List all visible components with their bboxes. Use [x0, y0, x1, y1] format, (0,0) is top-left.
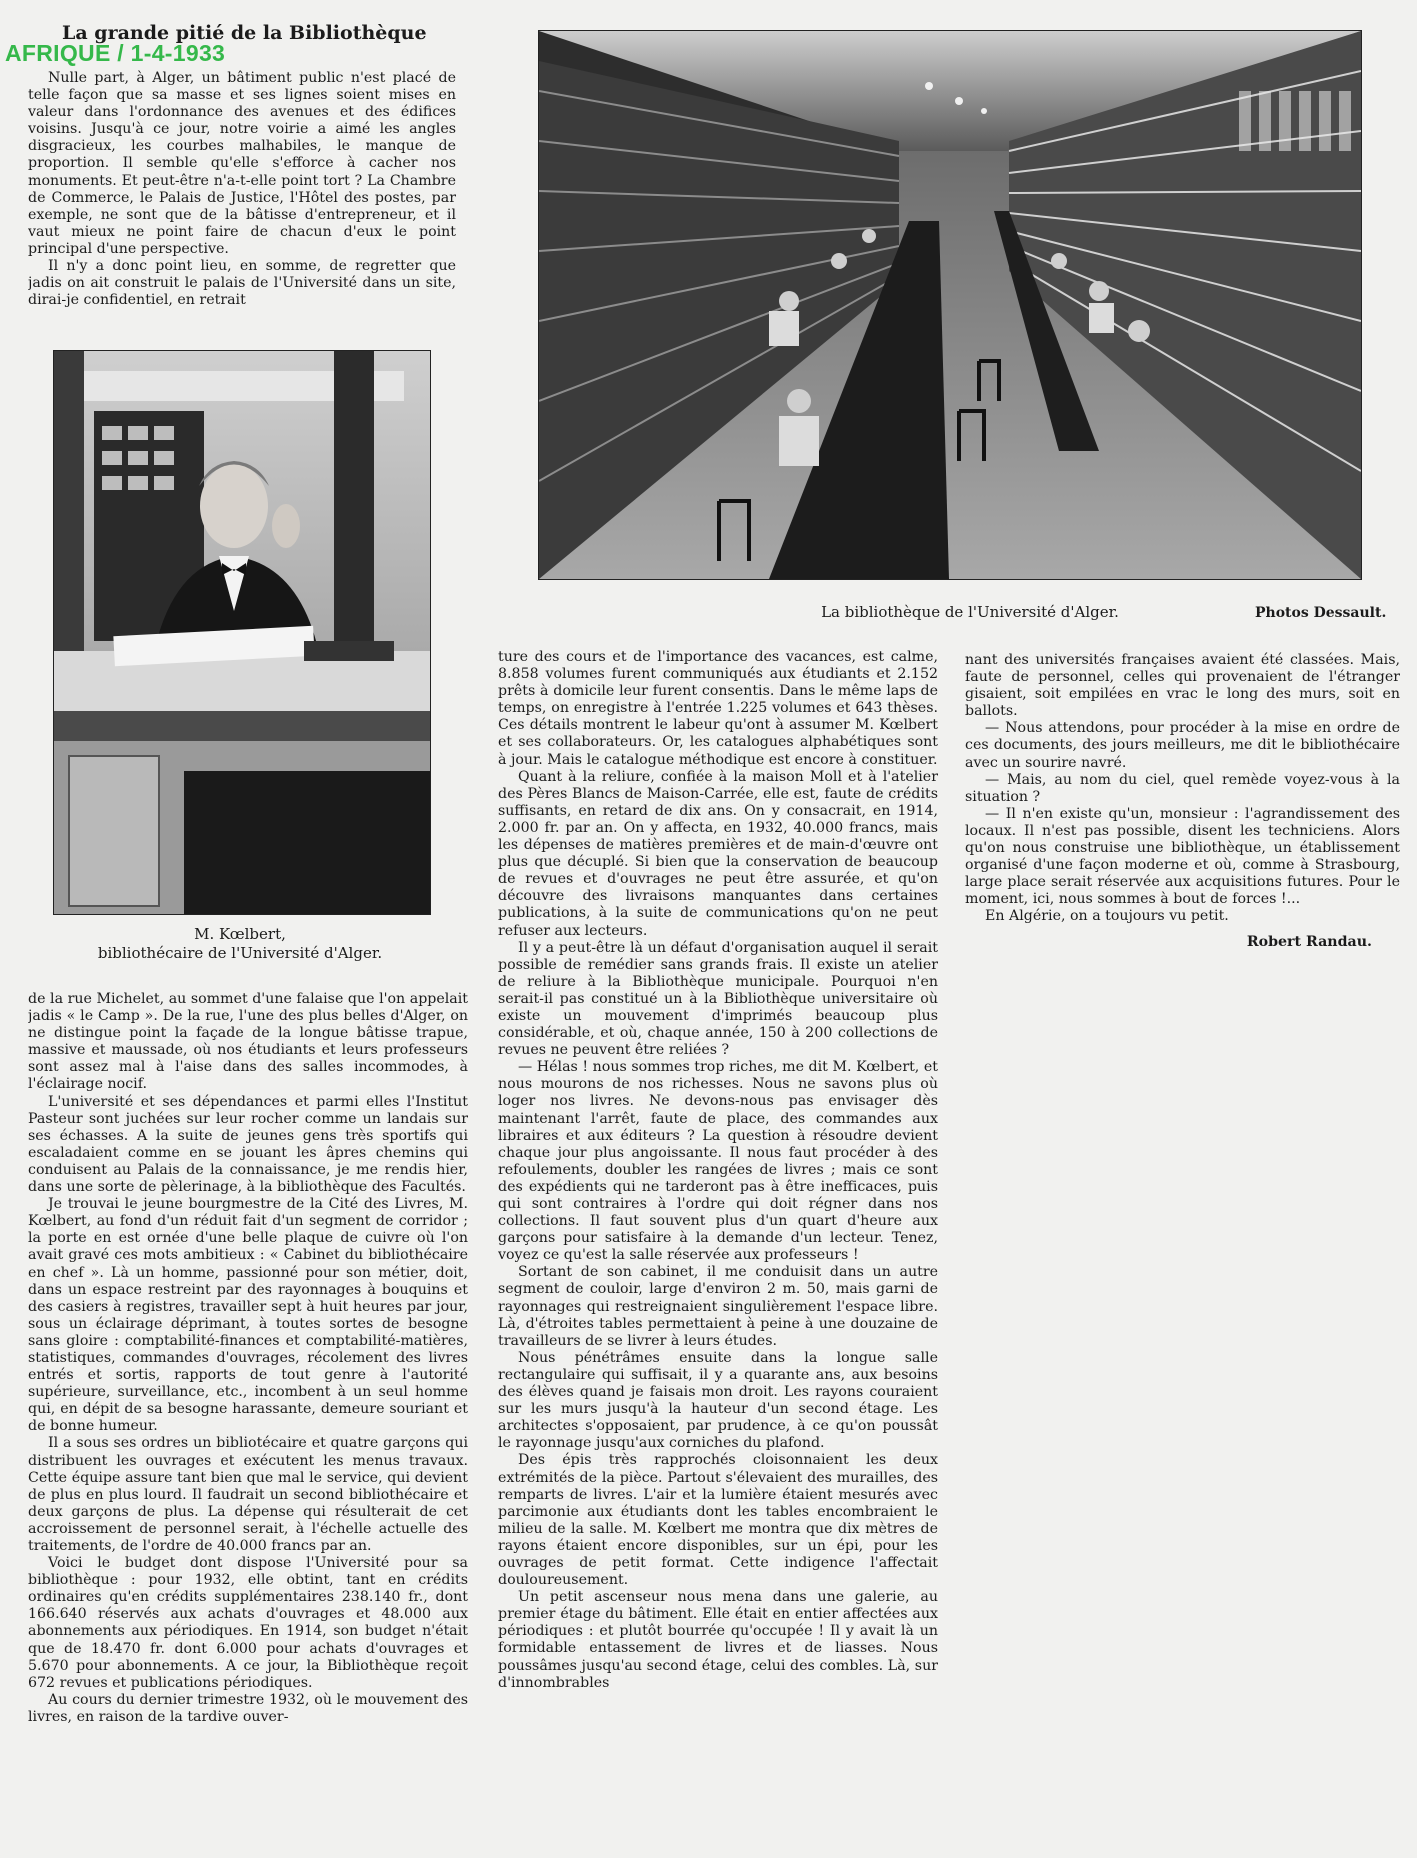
paragraph: nant des universités françaises avaient été classées. Mais, faute de personnel, celles qui provenaient de l'étranger gisaient, soit empilées en vrac le long des murs, soit en ballots.: [965, 652, 1400, 720]
portrait-caption: [40, 925, 440, 963]
portrait-photo: [53, 350, 431, 915]
paragraph: — Mais, au nom du ciel, quel remède voyez-vous à la situation ?: [965, 771, 1400, 805]
author-signature: Robert Randau.: [1246, 933, 1372, 950]
library-photo: [538, 30, 1362, 580]
column-1-top: [28, 70, 456, 332]
paragraph: de la rue Michelet, au sommet d'une falaise que l'on appelait jadis « le Camp ». De la rue, l'une des plus belles d'Alger, on ne distingue point la façade de la longue bâtisse trapue, massive et maussade, où nos étudiants et leurs professeurs sont assez mal à l'aise dans des salles incommodes, à l'éclairage nocif.: [28, 991, 468, 1093]
paragraph: L'université et ses dépendances et parmi elles l'Institut Pasteur sont juchées sur leur rocher comme un landais sur ses échasses. A la suite de jeunes gens très sportifs qui escaladaient comme en se jouant les âpres chemins qui conduisent au Palais de la connaissance, je me rendis hier, dans une sorte de pèlerinage, à la bibliothèque des Facultés.: [28, 1093, 468, 1196]
paragraph: ture des cours et de l'importance des vacances, est calme, 8.858 volumes furent communiqués aux étudiants et 2.152 prêts à domicile leur furent consentis. Dans le même laps de temps, on enregistre à l'entrée 1.225 volumes et 643 thèses. Ces détails montrent le labeur qu'ont à assumer M. Kœlbert et ses collaborateurs. Or, les catalogues alphabétiques sont à jour. Mais le catalogue méthodique est encore à constituer.: [498, 649, 938, 768]
paragraph: Des épis très rapprochés cloisonnaient les deux extrémités de la pièce. Partout s'élevaient des murailles, des remparts de livres. L'air et la lumière étaient mesurés avec parcimonie aux étudiants dont les tables encombraient le milieu de la salle. M. Kœlbert me montra que dix mètres de rayons étaient encore disponibles, sur un épi, pour les ouvrages de petit format. Cette indigence l'affectait douloureusement.: [498, 1452, 938, 1589]
paragraph: En Algérie, on a toujours vu petit.: [985, 908, 1229, 925]
paragraph: Il a sous ses ordres un bibliotécaire et quatre garçons qui distribuent les ouvrages et exécutent les menus travaux. Cette équipe assure tant bien que mal le service, qui devient de plus en plus lourd. Il faudrait un second bibliothécaire et deux garçons de plus. La dépense qui résulterait de cet accroissement de personnel serait, à l'échelle actuelle des traitements, de l'ordre de 40.000 francs par an.: [28, 1435, 468, 1554]
paragraph: Nous pénétrâmes ensuite dans la longue salle rectangulaire qui suffisait, il y a quarante ans, aux besoins des élèves quand je faisais mon droit. Les rayons couraient sur les murs jusqu'à la hauteur d'un second étage. Les architectes s'opposaient, par prudence, à ce qu'on poussât le rayonnage jusqu'aux corniches du plafond.: [498, 1349, 938, 1452]
column-2: [498, 649, 938, 1858]
paragraph: Un petit ascenseur nous mena dans une galerie, au premier étage du bâtiment. Elle était en entier affectées aux périodiques : et plutôt bourrée qu'occupée ! Il y avait là un formidable entassement de livres et de liasses. Nous poussâmes jusqu'au second étage, celui des combles. Là, sur d'innombrables: [498, 1589, 938, 1691]
photo-credit: Photos Dessault.: [1255, 605, 1387, 621]
paragraph: — Il n'en existe qu'un, monsieur : l'agrandissement des locaux. Il n'est pas possible, disent les techniciens. Alors qu'on nous construise une bibliothèque, un établissement organisé d'une façon moderne et où, comme à Strasbourg, large place serait réservée aux acquisitions futures. Pour le moment, ici, nous sommes à bout de forces !...: [965, 805, 1400, 908]
paragraph: Je trouvai le jeune bourgmestre de la Cité des Livres, M. Kœlbert, au fond d'un réduit fait d'un segment de corridor ; la porte en est ornée d'une belle plaque de cuivre où l'on avait gravé ces mots ambitieux : « Cabinet du bibliothécaire en chef ». Là un homme, passionné pour son métier, doit, dans un espace restreint par des rayonnages à bouquins et des casiers à registres, travailler sept à huit heures par jour, sous un éclairage déprimant, à toutes sortes de besogne sans gloire : comptabilité-finances et comptabilité-matières, statistiques, commandes d'ouvrages, récolement des livres entrés et sortis, rapports de tout genre à l'autorité supérieure, surveillance, etc., incombent à un seul homme qui, en dépit de sa besogne harassante, demeure souriant et de bonne humeur.: [28, 1196, 468, 1435]
paragraph: Il y a peut-être là un défaut d'organisation auquel il serait possible de remédier sans grands frais. Il existe un atelier de reliure à la Bibliothèque municipale. Pourquoi n'en serait-il pas constitué un à la Bibliothèque universitaire où existe un mouvement d'imprimés beaucoup plus considérable, et où, chaque année, 150 à 200 collections de revues ne peuvent être reliées ?: [498, 939, 938, 1059]
archive-stamp: AFRIQUE / 1-4-1933: [5, 40, 226, 66]
article-title: La grande pitié de la Bibliothèque: [62, 22, 427, 44]
paragraph: Quant à la reliure, confiée à la maison Moll et à l'atelier des Pères Blancs de Maison-Carrée, elle est, faute de crédits suffisants, en retard de dix ans. On y consacrait, en 1914, 2.000 fr. par an. On y affecta, en 1932, 40.000 francs, mais les dépenses de matières premières et de main-d'œuvre ont plus que décuplé. Si bien que la conservation de beaucoup de revues et d'ouvrages ne peut être assurée, et qu'on découvre des livraisons manquantes dans certaines publications, à la suite de communications qu'on ne peut refuser aux lecteurs.: [498, 768, 938, 939]
portrait-illustration: [54, 351, 430, 914]
paragraph: Nulle part, à Alger, un bâtiment public n'est placé de telle façon que sa masse et ses lignes soient mises en valeur dans l'ordonnance des avenues et des édifices voisins. Jusqu'à ce jour, notre voirie a aimé les angles disgracieux, les courbes malhabiles, le manque de proportion. Il semble qu'elle s'efforce à cacher nos monuments. Et peut-être n'a-t-elle point tort ? La Chambre de Commerce, le Palais de Justice, l'Hôtel des postes, par exemple, ne sont que de la bâtisse d'entrepreneur, et il vaut mieux ne point faire de chacun d'eux le point principal d'une perspective.: [28, 70, 456, 257]
portrait-caption-role: bibliothécaire de l'Université d'Alger.: [97, 944, 383, 962]
column-3: [965, 652, 1400, 972]
paragraph: — Hélas ! nous sommes trop riches, me dit M. Kœlbert, et nous mourons de nos richesses. Nous ne savons plus où loger nos livres. Ne devons-nous pas envisager dès maintenant l'arrêt, faute de place, des commandes aux libraires et aux éditeurs ? La question à résoudre devient chaque jour plus angoissante. Il nous faut procéder à des refoulements, doubler les rangées de livres ; mais ce sont des expédients qui ne tarderont pas à être inefficaces, puis qui sont contraires à l'ordre qui doit régner dans nos collections. Il faut souvent plus d'un quart d'heure aux garçons pour satisfaire à la demande d'un lecteur. Tenez, voyez ce qu'est la salle réservée aux professeurs !: [498, 1059, 938, 1264]
paragraph: Il n'y a donc point lieu, en somme, de regretter que jadis on ait construit le palais de l'Université dans un site, dirai-je confidentiel, en retrait: [28, 258, 456, 309]
paragraph: — Nous attendons, pour procéder à la mise en ordre de ces documents, des jours meilleurs, me dit le bibliothécaire avec un sourire navré.: [965, 720, 1400, 771]
paragraph: Au cours du dernier trimestre 1932, où le mouvement des livres, en raison de la tardive ouver-: [28, 1691, 468, 1725]
paragraph: Sortant de son cabinet, il me conduisit dans un autre segment de couloir, large d'environ 2 m. 50, mais garni de rayonnages qui restreignaient singulièrement l'espace libre. Là, d'étroites tables permettaient à peine à une douzaine de travailleurs de se livrer à leurs études.: [498, 1264, 938, 1349]
paragraph: Voici le budget dont dispose l'Université pour sa bibliothèque : pour 1932, elle obtint, tant en crédits ordinaires qu'en crédits supplémentaires 238.140 fr., dont 166.640 réservés aux achats d'ouvrages et 48.000 aux abonnements aux périodiques. En 1914, son budget n'était que de 18.470 fr. dont 6.000 pour achats d'ouvrages et 5.670 pour abonnements. A ce jour, la Bibliothèque reçoit 672 revues et publications périodiques.: [28, 1555, 468, 1691]
column-1-bottom: [28, 991, 468, 1858]
library-illustration: [539, 31, 1361, 579]
library-caption: La bibliothèque de l'Université d'Alger.: [821, 603, 1119, 621]
portrait-caption-name: M. Kœlbert,: [194, 925, 286, 943]
